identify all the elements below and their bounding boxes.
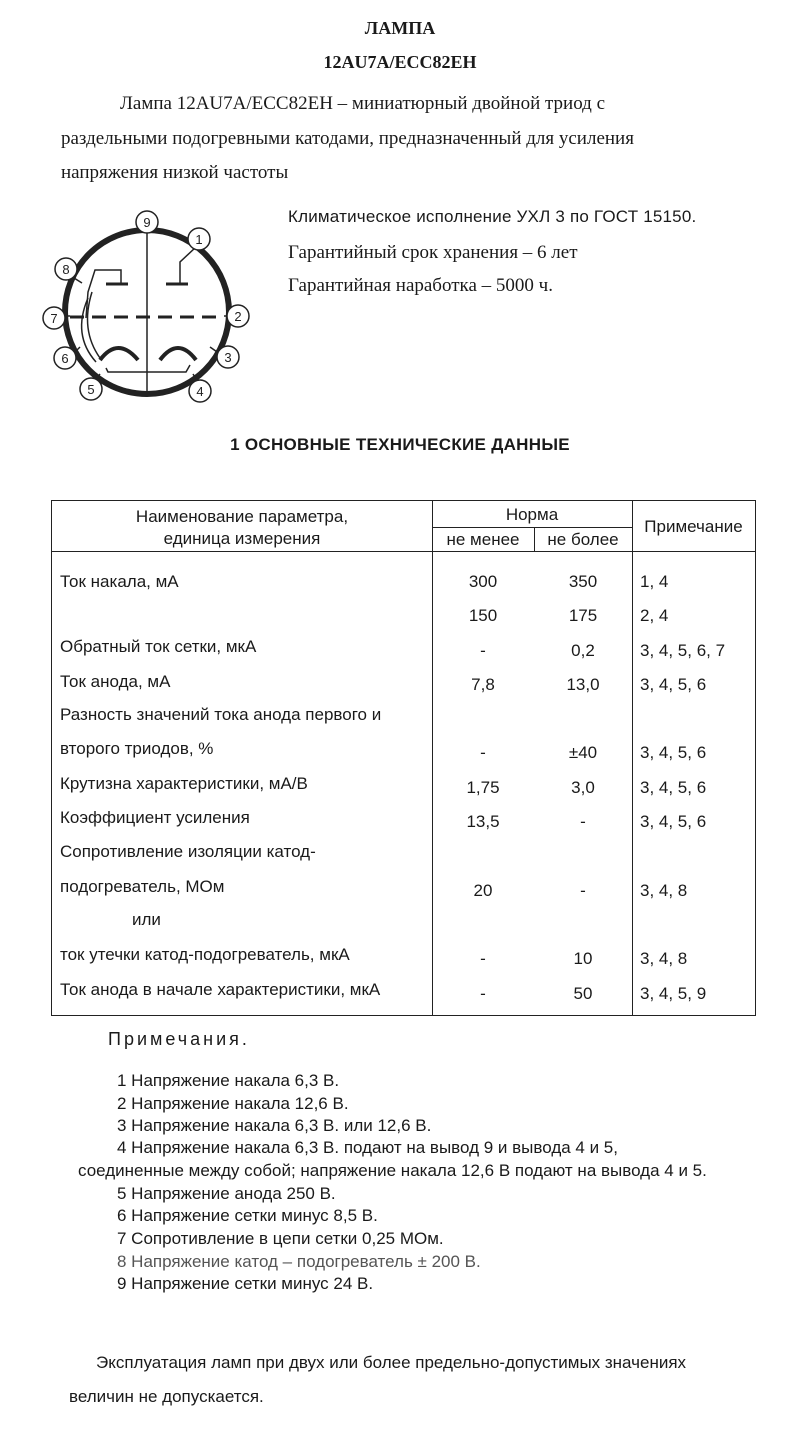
document-title: ЛАМПА [364, 18, 436, 38]
row-max: - [580, 812, 586, 831]
row-max: 10 [573, 949, 593, 968]
row-name: Ток анода в начале характеристики, мкА [60, 980, 381, 999]
note-item: 1 Напряжение накала 6,3 В. [117, 1071, 340, 1090]
row-max: 13,0 [566, 675, 600, 694]
footer-line-2: величин не допускается. [69, 1387, 264, 1406]
pin-label-2: 2 [234, 309, 242, 324]
tube-pinout-diagram [40, 205, 260, 405]
row-min: 1,75 [466, 778, 500, 797]
pin-label-7: 7 [50, 311, 58, 326]
row-min: 7,8 [471, 675, 495, 694]
pin-label-8: 8 [62, 262, 70, 277]
notes-title: Примечания. [108, 1029, 250, 1049]
row-min: 300 [468, 572, 498, 591]
intro-line-2: раздельными подогревными катодами, предназначенный для усиления [61, 128, 634, 149]
row-name: Сопротивление изоляции катод- [60, 842, 316, 861]
pin-label-4: 4 [196, 384, 204, 399]
row-min: - [480, 949, 486, 968]
min-header: не менее [446, 530, 520, 549]
row-name: Крутизна характеристики, мА/В [60, 774, 308, 793]
pin-label-1: 1 [195, 232, 203, 247]
row-max: 175 [568, 606, 598, 625]
row-note: 3, 4, 5, 6 [640, 743, 707, 762]
intro-line-1: Лампа 12AU7A/ECC82EH – миниатюрный двойной триод с [120, 93, 606, 114]
row-note: 1, 4 [640, 572, 669, 591]
section-title: 1 ОСНОВНЫЕ ТЕХНИЧЕСКИЕ ДАННЫЕ [230, 435, 570, 454]
row-min: - [480, 984, 486, 1003]
intro-line-3: напряжения низкой частоты [61, 162, 289, 183]
footer-line-1: Эксплуатация ламп при двух или более предельно-допустимых значениях [96, 1353, 687, 1372]
row-min: 150 [468, 606, 498, 625]
row-max: 350 [568, 572, 598, 591]
note-item: 5 Напряжение анода 250 В. [117, 1184, 336, 1203]
note-header: Примечание [644, 517, 743, 536]
pin-label-9: 9 [143, 215, 151, 230]
row-max: ±40 [568, 743, 598, 762]
row-name: Коэффициент усиления [60, 808, 250, 827]
note-item: 4 Напряжение накала 6,3 В. подают на вывод 9 и вывода 4 и 5, [117, 1138, 618, 1157]
technical-data-table [51, 500, 756, 1016]
operating-warranty: Гарантийная наработка – 5000 ч. [288, 275, 553, 296]
pin-label-5: 5 [87, 382, 95, 397]
row-min: 13,5 [466, 812, 500, 831]
row-name: подогреватель, МОм [60, 877, 225, 896]
row-max: 3,0 [571, 778, 595, 797]
pin-label-3: 3 [224, 350, 232, 365]
note-item: 7 Сопротивление в цепи сетки 0,25 МОм. [117, 1229, 444, 1248]
row-name: второго триодов, % [60, 739, 214, 758]
note-item: 9 Напряжение сетки минус 24 В. [117, 1274, 374, 1293]
row-name: ток утечки катод-подогреватель, мкА [60, 945, 350, 964]
row-name: Ток анода, мА [60, 672, 171, 691]
row-note: 3, 4, 8 [640, 949, 688, 968]
tube-model: 12AU7A/ECC82EH [323, 52, 477, 72]
norm-header: Норма [505, 505, 559, 524]
note-item: 6 Напряжение сетки минус 8,5 В. [117, 1206, 378, 1225]
storage-warranty: Гарантийный срок хранения – 6 лет [288, 242, 578, 263]
row-note: 3, 4, 5, 6, 7 [640, 641, 726, 660]
row-note: 3, 4, 5, 6 [640, 675, 707, 694]
max-header: не более [547, 530, 619, 549]
param-header-line-1: Наименование параметра, [135, 507, 349, 526]
note-item: 2 Напряжение накала 12,6 В. [117, 1094, 349, 1113]
param-header-line-2: единица измерения [163, 529, 321, 548]
row-note: 3, 4, 5, 6 [640, 812, 707, 831]
row-max: 0,2 [571, 641, 595, 660]
row-name: Обратный ток сетки, мкА [60, 637, 257, 656]
row-name-or: или [132, 910, 161, 929]
row-min: - [480, 743, 486, 762]
note-item: 3 Напряжение накала 6,3 В. или 12,6 В. [117, 1116, 432, 1135]
row-min: - [480, 641, 486, 660]
row-note: 3, 4, 8 [640, 881, 688, 900]
row-note: 3, 4, 5, 6 [640, 778, 707, 797]
row-name: Разность значений тока анода первого и [60, 705, 382, 724]
climatic-spec: Климатическое исполнение УХЛ 3 по ГОСТ 15150. [288, 207, 697, 226]
note-item: соединенные между собой; напряжение накала 12,6 В подают на вывода 4 и 5. [78, 1161, 707, 1180]
row-max: 50 [573, 984, 593, 1003]
row-min: 20 [473, 881, 493, 900]
row-note: 3, 4, 5, 9 [640, 984, 707, 1003]
row-max: - [580, 881, 586, 900]
row-name: Ток накала, мА [60, 572, 179, 591]
row-note: 2, 4 [640, 606, 669, 625]
pin-label-6: 6 [61, 351, 69, 366]
note-item: 8 Напряжение катод – подогреватель ± 200 В. [117, 1252, 481, 1271]
